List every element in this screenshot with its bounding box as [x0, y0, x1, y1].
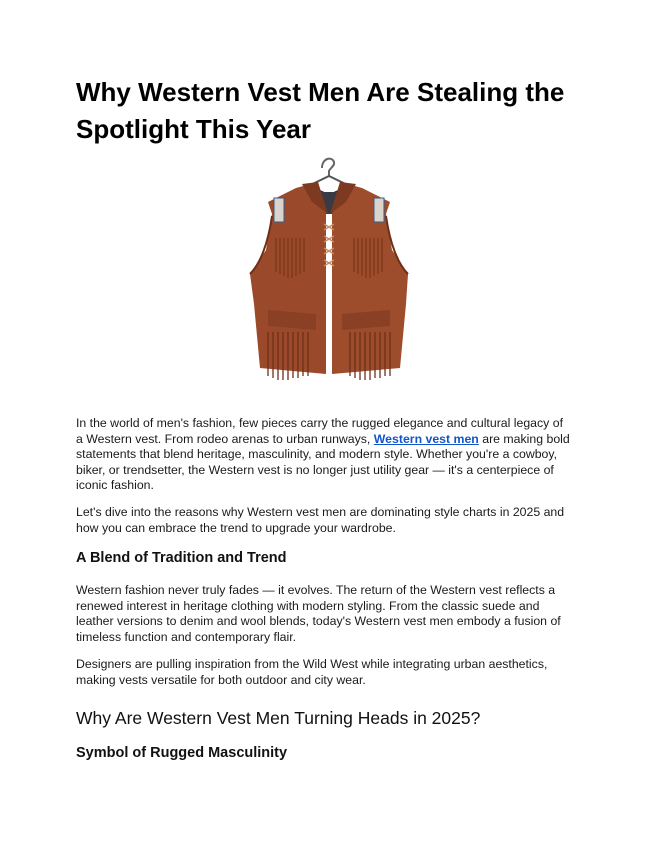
page-title: Why Western Vest Men Are Stealing the Spotlight This Year [76, 77, 565, 144]
subheading-masculinity: Symbol of Rugged Masculinity [76, 745, 288, 761]
western-vest-men-link[interactable]: Western vest men [373, 431, 479, 446]
vest-figure [246, 154, 411, 390]
section-paragraph-2: Designers are pulling inspiration from the Wild West while integrating urban aesthetics, making vests versatile for both outdoor and city wear. [76, 657, 548, 687]
section-heading-2025: Why Are Western Vest Men Turning Heads in 2025? [76, 708, 481, 728]
western-fringe-vest-image [246, 154, 411, 390]
intro-paragraph: In the world of men's fashion, few pieces carry the rugged elegance and cultural legacy of a Western vest. From rodeo arenas to urban runways, Western vest men are making bold statements that blend heritage, masculinity, and modern style. Whether you're a cowboy, biker, or trendsetter, the Western vest is no longer just utility gear — it's a centerpiece of iconic fashion. [76, 416, 570, 493]
intro-paragraph-2: Let's dive into the reasons why Western vest men are dominating style charts in 2025 and how you can embrace the trend to upgrade your wardrobe. [76, 505, 565, 535]
section-heading-tradition: A Blend of Tradition and Trend [76, 550, 287, 566]
section-paragraph-1: Western fashion never truly fades — it evolves. The return of the Western vest reflects a renewed interest in heritage clothing with modern styling. From the classic suede and leather versions to denim and wool blends, today's Western vest men embody a fusion of timeless function and contemporary flair. [76, 583, 561, 644]
